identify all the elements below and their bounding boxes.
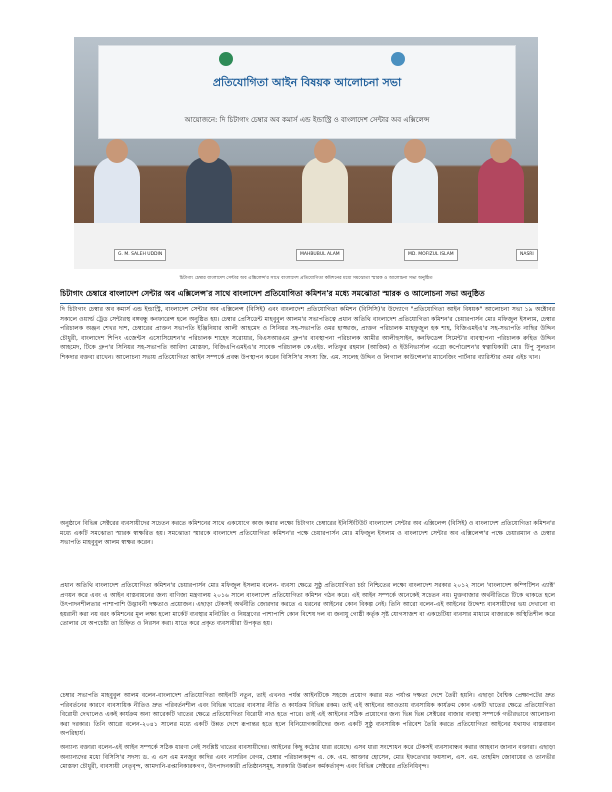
speaker-figure [392, 157, 438, 229]
article-paragraph: অন্যান্য বক্তারা বলেন-এই আইন সম্পর্কে সঠিক ধারণা নেই সংশ্লিষ্ট খাতের ব্যবসায়ীদের। আইনের কিছু কঠোর ধারা রয়েছে। এসব ধারা সংশোধন করে টেকসই ব্যবসাবান্ধব করার আহবান জানান বক্তারা। এছাড়া অন্যান্যদের মধ্যে বিসিসি'র সদস্য ড. এ এস এম মনজুর কাদির এবং নাসরিন বেগম, চেম্বার পরিচালকবৃন্দ এ. কে. এম. আক্তার হোসেন, মোঃ ইফতেখার ফয়সাল, এস. এম. তাহমিদ জোবায়ের ও তানভীর মোস্তফা চৌধুরী, ব্যবসায়ী নেতৃবৃন্দ, আমদানি-রপ্তানিকারকগণ, উৎপাদনকারী প্রতিষ্ঠানসমূহ, সরকারি উর্ধ্বতন কর্মকর্তাবৃন্দ এবং বিভিন্ন সেক্টরের প্রতিনিধিবৃন্দ। [60, 744, 555, 771]
article-paragraph: অনুষ্ঠানে বিভিন্ন সেক্টরের ব্যবসায়ীদের সচেতন করতে কমিশনের সাথে একযোগে কাজ করার লক্ষ্যে চিটাগাং চেম্বারের ইনিস্টিটিউট বাংলাদেশ সেন্টার অব এক্সিলেন্স (বিসিই) ও বাংলাদেশ প্রতিযোগিতা কমিশন'র মধ্যে একটি সমঝোতা স্মারক স্বাক্ষরিত হয়। সমঝোতা স্মারকে বাংলাদেশ প্রতিযোগিতা কমিশন'র পক্ষে চেয়ারপার্সন মোঃ মফিজুল ইসলাম ও বাংলাদেশ সেন্টার অব এক্সিলেন্স'র পক্ষে চেয়ারম্যান ও চেম্বার সভাপতি মাহবুবুল আলম স্বাক্ষর করেন। [60, 520, 555, 547]
commission-logo [391, 52, 405, 66]
nameplate: MD. MOFIZUL ISLAM [404, 249, 458, 261]
article-paragraph: প্রধান অতিথি বাংলাদেশ প্রতিযোগিতা কমিশন'র চেয়ারপার্সন মোঃ মফিজুল ইসলাম বলেন- ব্যবসা ক্ষেত্রে সুষ্ঠু প্রতিযোগিতা চর্চা নিশ্চিতের লক্ষ্যে বাংলাদেশ সরকার ২০১২ সালে 'বাংলাদেশ কম্পিটিশন এ্যাক্ট' প্রণয়ন করে এবং এ আইন বাস্তবায়নের জন্য বাণিজ্য মন্ত্রণালয় ২০১৬ সালে বাংলাদেশ প্রতিযোগিতা কমিশন গঠন করে। এই আইন সম্পর্কে অনেকেই সচেতন নয়। মুক্তবাজার অর্থনীতিতে টিকে থাকতে হলে উৎপাদনশীলতার পাশাপাশি উদ্ভাবনী দক্ষতাও প্রয়োজন। এছাড়া টেকসই অর্থনীতি জোরদার করতে এ ধরনের আইনের কোন বিকল্প নেই। তিনি আরো বলেন-এই আইনের উদ্দেশ্য ব্যবসায়ীদের ভয় দেখানো বা হয়রানী করা নয় বরং কমিশনের মূল লক্ষ্য হলো মার্কেট ব্যবস্থার মনিটরিং ও নিয়ন্ত্রণের পাশাপাশি কোন বিশেষ দল বা জনাযু গোষ্ঠী কর্তৃক সৃষ্ট যোগসাজশ বা একচেটিয়া ব্যবসার মাধ্যমে বাজারকে অস্থিতিশীল করে তোলার যে অপচেষ্টা তা চিহ্নিত ও নিরসন করা। যাতে করে প্রকৃত ব্যবসায়ীরা উপকৃত হয়। [60, 582, 555, 628]
nameplate: MAHBUBUL ALAM [296, 249, 344, 261]
nameplate: NASRI [516, 249, 538, 261]
photo-caption: চিটাগাং চেম্বার বাংলাদেশ সেন্টার অব এক্সিলেন্স'র সাথে বাংলাদেশ প্রতিযোগিতা কমিশনের মধ্যে সমঝোতা স্মারক ও আলোচনা সভা অনুষ্ঠিত [179, 276, 433, 281]
event-banner [98, 45, 516, 139]
event-photo [74, 37, 538, 269]
article-paragraph: দি চিটাগাং চেম্বার অব কমার্স এন্ড ইন্ডাস্ট্রি, বাংলাদেশ সেন্টার অব এক্সিলেন্স (বিসিই) এবং বাংলাদেশ প্রতিযোগিতা কমিশন (বিসিসি)'র উদ্যোগে "প্রতিযোগিতা আইন বিষয়ক" আলোচনা সভা ১৯ অক্টোবর সকালে ওয়ার্ল্ড ট্রেড সেন্টারস্থ বঙ্গবন্ধু কনফারেন্স হলে অনুষ্ঠিত হয়। চেম্বার প্রেসিডেন্ট মাহবুবুল আলম'র সভাপতিত্বে প্রধান অতিথি বাংলাদেশ প্রতিযোগিতা কমিশন'র চেয়ারপার্সন মোঃ মফিজুল ইসলাম, চেম্বার পরিচালক অঞ্জন শেখর দাশ, চেম্বারের প্রাক্তন সভাপতি ইঞ্জিনিয়ার আলী আহমেদ ও সিনিয়র সহ-সভাপতি ওমর হাজ্জাজ, প্রাক্তন পরিচালক মাহফুজুল হক শাহ, বিজিএমইএ'র সহ-সভাপতি নাছির উদ্দিন চৌধুরী, বাংলাদেশ শিপিং এজেন্টস এসোসিয়েশন'র পরিচালক শাহেদ সরোয়ার, বিএসআরএম গ্রুপ'র ব্যবস্থাপনা পরিচালক আমীর আলীহুসাইন, কনফিডেন্স সিমেন্ট'র ব্যবস্থাপনা পরিচালক রুহিত উদ্দিন আহমেদ, টিকে গ্রুপ'র সিনিয়র সহ-সভাপতি আবিদা মোস্তফা, বিজিএপিএমইএ'র সাবেক পরিচালক কে.এইচ. লতিফুর রহমান (আজিম) ও ইউনিভার্সাল এগ্রো কর্পোরেশন'র স্বত্বাধিকারী মোঃ টিপু সুলতান শিকদার বক্তব্য রাখেন। আলোচনা সভায় প্রতিযোগিতা আইন সম্পর্কে প্রবন্ধ উপস্থাপন করেন বিসিসি'র সদস্য জি. এম. সালেহ উদ্দিন ও লিগ্যাল কাউন্সেল'র ম্যানেজিং পার্টনার ব্যারিস্টার ওমর এইচ খান। [60, 306, 555, 361]
speaker-figure [94, 157, 140, 229]
speaker-figure [186, 157, 232, 229]
nameplate: G. M. SALEH UDDIN [114, 249, 166, 261]
chamber-logo [219, 52, 233, 66]
article-headline: চিটাগাং চেম্বারে বাংলাদেশ সেন্টার অব এক্সিলেন্স'র সাথে বাংলাদেশ প্রতিযোগিতা কমিশন'র মধ্যে সমঝোতা স্মারক ও আলোচনা সভা অনুষ্ঠিত [60, 288, 555, 304]
banner-subtitle: আয়োজনে: দি চিটাগাং চেম্বার অব কমার্স এন্ড ইন্ডাস্ট্রি ও বাংলাদেশ সেন্টার অব এক্সিলেন্স [184, 116, 430, 124]
banner-title: প্রতিযোগিতা আইন বিষয়ক আলোচনা সভা [212, 76, 402, 89]
dais-table [74, 223, 538, 269]
speaker-figure [478, 157, 524, 229]
speaker-figure [302, 157, 348, 229]
article-paragraph: চেম্বার সভাপতি মাহবুবুল আলম বলেন-বাংলাদেশ প্রতিযোগিতা আইনটি নতুন, তাই এখনও পর্যন্ত আইনটিকে সহজে প্রয়োগ করার মত পর্যাপ্ত দক্ষতা দেশে তৈরী হয়নি। এছাড়া বৈশ্বিক প্রেক্ষাপটের দ্রুত পরিবর্তনের কারণে ব্যবসায়িক নীতিও দ্রুত পরিবর্তনশীল এবং বিভিন্ন খাতের ব্যবসার নীতি ও কার্যক্রম বিভিন্ন রকম। তাই এই আইনের আওতায় ব্যবসায়িক কার্যক্রম কোন একটি খাতের ক্ষেত্রে প্রতিযোগিতা বিরোধী দেখালেও একই কার্যক্রম অন্য আরেকটি খাতের ক্ষেত্রে প্রতিযোগিতা বিরোধী নাও হতে পারে। তাই এই আইনের সঠিক প্রয়োগের জন্য ভিন্ন ভিন্ন সেক্টরের বাজার ব্যবস্থা সম্পর্কে গভীরভাবে আলোচনা করা দরকার। তিনি আরো বলেন-২০৪১ সালের মধ্যে একটি উন্নত দেশে রূপান্তর হতে হলে বিনিয়োগকারীদের জন্য একটি সুষ্ঠু ব্যবসায়িক পরিবেশ তৈরি করতে প্রতিযোগিতা আইনের যথাযথ বাস্তবায়ন অপরিহার্য। [60, 692, 555, 738]
